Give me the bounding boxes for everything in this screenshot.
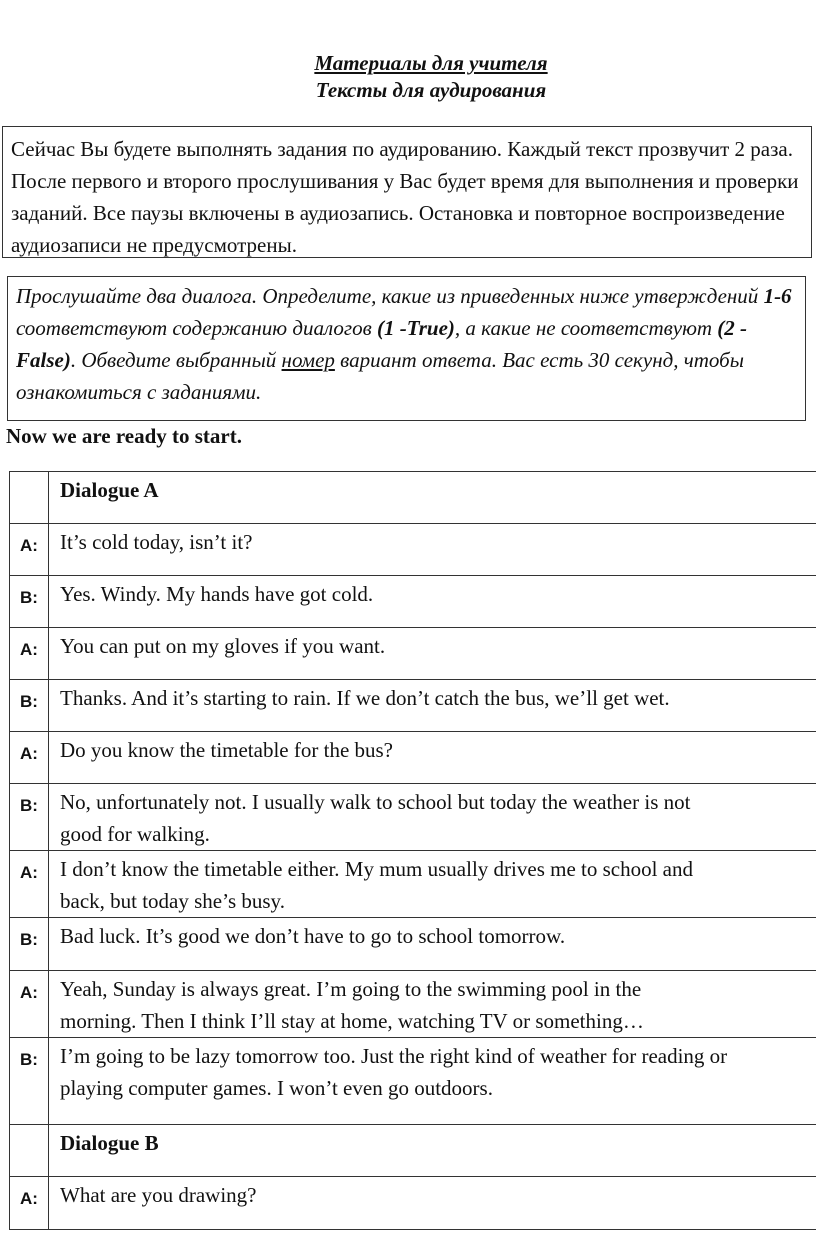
task-true-label: (1 -True): [376, 316, 455, 340]
table-row: [10, 971, 816, 1038]
dialogue-line-part: morning. Then I think I’ll stay at home, watching TV or something…: [60, 1009, 644, 1033]
dialogue-table: [9, 471, 816, 1230]
speaker-label: A:: [10, 732, 49, 784]
task-text-5: вариант ответа. Вас есть 30 секунд, чтобы ознакомиться с заданиями.: [16, 348, 744, 404]
dialogue-line: You can put on my gloves if you want.: [49, 628, 816, 680]
speaker-label: B:: [10, 680, 49, 732]
dialogue-line: Yes. Windy. My hands have got cold.: [49, 576, 816, 628]
dialogue-a-heading: Dialogue A: [49, 472, 816, 524]
dialogue-line: [49, 1038, 816, 1125]
dialogue-line: It’s cold today, isn’t it?: [49, 524, 816, 576]
task-text-2: соответствуют содержанию диалогов: [16, 316, 377, 340]
dialogue-line: [49, 851, 816, 918]
dialogue-line: [49, 784, 816, 851]
table-row: [10, 784, 816, 851]
table-row: [10, 1038, 816, 1125]
dialogue-b-heading-row: [10, 1125, 816, 1177]
table-row: [10, 732, 816, 784]
table-row: [10, 576, 816, 628]
page-title: Материалы для учителя: [314, 51, 548, 75]
table-row: [10, 851, 816, 918]
speaker-label: B:: [10, 918, 49, 971]
task-underlined-word: номер: [281, 348, 335, 372]
task-false-label: (2 -False): [16, 316, 748, 372]
dialogue-line-part: I’m going to be lazy tomorrow too. Just the right kind of weather for reading or: [60, 1044, 728, 1068]
dialogue-line: Bad luck. It’s good we don’t have to go to school tomorrow.: [49, 918, 816, 971]
table-row: [10, 680, 816, 732]
dialogue-b-heading: Dialogue B: [49, 1125, 816, 1177]
speaker-cell-empty: [10, 1125, 49, 1177]
dialogue-line: What are you drawing?: [49, 1177, 816, 1230]
dialogue-a-heading-row: [10, 472, 816, 524]
page-subtitle: Тексты для аудирования: [315, 78, 547, 102]
task-text-4: . Обведите выбранный: [70, 348, 282, 372]
table-row: [10, 1177, 816, 1230]
intro-text: Сейчас Вы будете выполнять задания по аудированию. Каждый текст прозвучит 2 раза. После первого и второго прослушивания у Вас будет время для выполнения и проверки заданий. Все паузы включены в аудиозапись. Остановка и повторное воспроизведение аудиозаписи не предусмотрены.: [11, 137, 799, 257]
task-text-3: , а какие не соответствуют: [454, 316, 718, 340]
intro-box: [2, 126, 812, 258]
speaker-cell-empty: [10, 472, 49, 524]
dialogue-line-part: playing computer games. I won’t even go outdoors.: [60, 1076, 493, 1100]
speaker-label: A:: [10, 1177, 49, 1230]
dialogue-line-part: I don’t know the timetable either. My mum usually drives me to school and: [60, 857, 694, 881]
dialogue-line-part: good for walking.: [60, 822, 210, 846]
speaker-label: B:: [10, 1038, 49, 1125]
task-text-1: Прослушайте два диалога. Определите, какие из приведенных ниже утверждений: [16, 284, 764, 308]
table-row: [10, 918, 816, 971]
dialogue-line: [49, 971, 816, 1038]
dialogue-line-part: Yeah, Sunday is always great. I’m going to the swimming pool in the: [60, 977, 642, 1001]
speaker-label: A:: [10, 851, 49, 918]
speaker-label: A:: [10, 971, 49, 1038]
dialogue-line-part: back, but today she’s busy.: [60, 889, 285, 913]
table-row: [10, 628, 816, 680]
task-range: 1-6: [763, 284, 792, 308]
speaker-label: B:: [10, 576, 49, 628]
ready-line: Now we are ready to start.: [6, 424, 242, 448]
dialogue-line: Do you know the timetable for the bus?: [49, 732, 816, 784]
dialogue-line: Thanks. And it’s starting to rain. If we don’t catch the bus, we’ll get wet.: [49, 680, 816, 732]
dialogue-line-part: No, unfortunately not. I usually walk to school but today the weather is not: [60, 790, 691, 814]
speaker-label: A:: [10, 524, 49, 576]
task-box: [7, 276, 806, 421]
speaker-label: B:: [10, 784, 49, 851]
speaker-label: A:: [10, 628, 49, 680]
table-row: [10, 524, 816, 576]
